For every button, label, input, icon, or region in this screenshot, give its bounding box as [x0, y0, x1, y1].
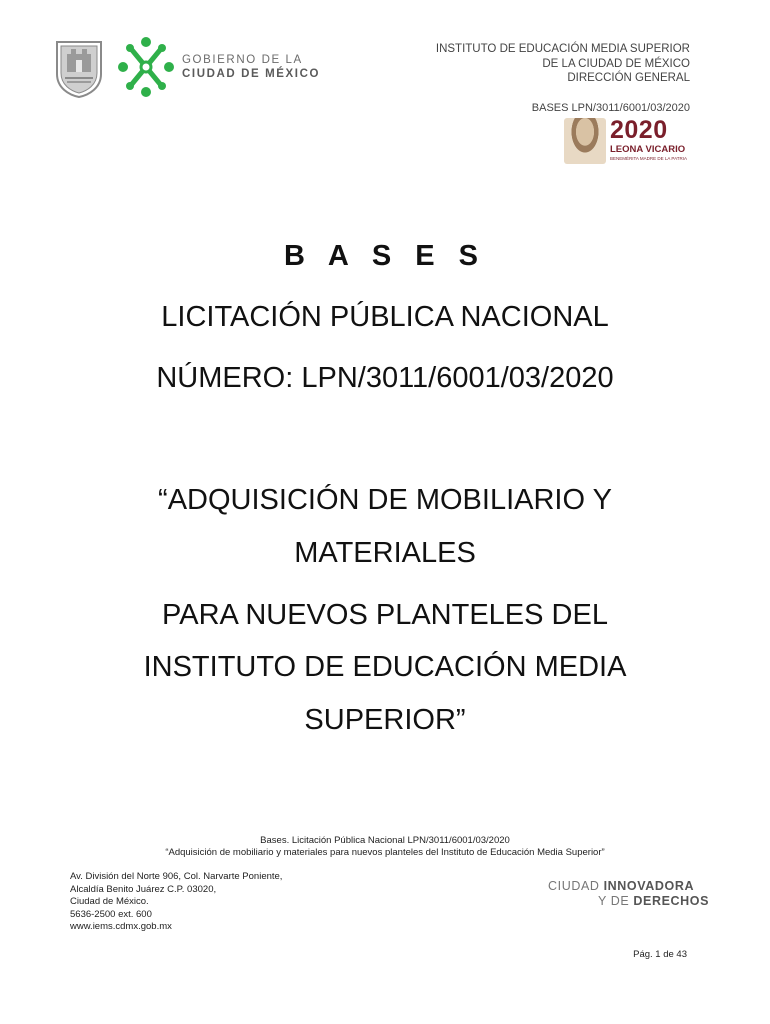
- address-phone: 5636-2500 ext. 600: [70, 908, 152, 920]
- title-line-5: PARA NUEVOS PLANTELES DEL: [162, 599, 608, 631]
- address-line1: Av. División del Norte 906, Col. Narvarte Poniente,: [70, 871, 283, 882]
- institution-line1: INSTITUTO DE EDUCACIÓN MEDIA SUPERIOR: [435, 43, 690, 55]
- badge-name: LEONA VICARIO: [610, 144, 686, 155]
- slogan-plain-1: CIUDAD: [548, 879, 604, 893]
- title-line-4: MATERIALES: [294, 537, 476, 569]
- institution-header: [436, 42, 690, 86]
- title-line-1: LICITACIÓN PÚBLICA NACIONAL: [161, 301, 609, 333]
- gov-logo-line1: GOBIERNO DE LA: [182, 54, 303, 66]
- cdmx-emblem-icon: [118, 36, 174, 98]
- page-number: Pág. 1 de 43: [633, 949, 687, 960]
- footer-reference-2: “Adquisición de mobiliario y materiales para nuevos planteles del Instituto de Educación Media Superior”: [165, 847, 605, 858]
- address-block: [70, 871, 282, 934]
- document-title: B A S E S: [284, 240, 486, 272]
- city-shield-icon: [55, 40, 103, 98]
- title-line-2: NÚMERO: LPN/3011/6001/03/2020: [156, 362, 614, 394]
- address-website: www.iems.cdmx.gob.mx: [70, 921, 172, 932]
- footer-reference-1: Bases. Licitación Pública Nacional LPN/3011/6001/03/2020: [260, 835, 510, 846]
- institution-line2: DE LA CIUDAD DE MÉXICO: [542, 57, 690, 70]
- slogan-bold-1: INNOVADORA: [603, 879, 695, 893]
- badge-year: 2020: [610, 116, 668, 144]
- gov-logo-text: [182, 53, 320, 81]
- bases-reference: BASES LPN/3011/6001/03/2020: [531, 102, 690, 114]
- title-line-7: SUPERIOR”: [304, 704, 466, 736]
- portrait-image: [564, 118, 606, 164]
- leona-vicario-badge: [562, 116, 688, 166]
- city-slogan: [548, 879, 709, 909]
- address-line2: Alcaldía Benito Juárez C.P. 03020,: [70, 883, 217, 895]
- slogan-bold-2: DERECHOS: [633, 894, 710, 908]
- slogan-plain-2: Y DE: [598, 894, 634, 908]
- badge-subtitle: BENEMÉRITA MADRE DE LA PATRIA: [610, 156, 688, 161]
- title-line-3: “ADQUISICIÓN DE MOBILIARIO Y: [158, 484, 612, 516]
- address-line3: Ciudad de México.: [70, 896, 149, 907]
- gov-logo-line2: CIUDAD DE MÉXICO: [182, 68, 321, 80]
- institution-line3: DIRECCIÓN GENERAL: [567, 72, 690, 84]
- title-line-6: INSTITUTO DE EDUCACIÓN MEDIA: [143, 651, 627, 683]
